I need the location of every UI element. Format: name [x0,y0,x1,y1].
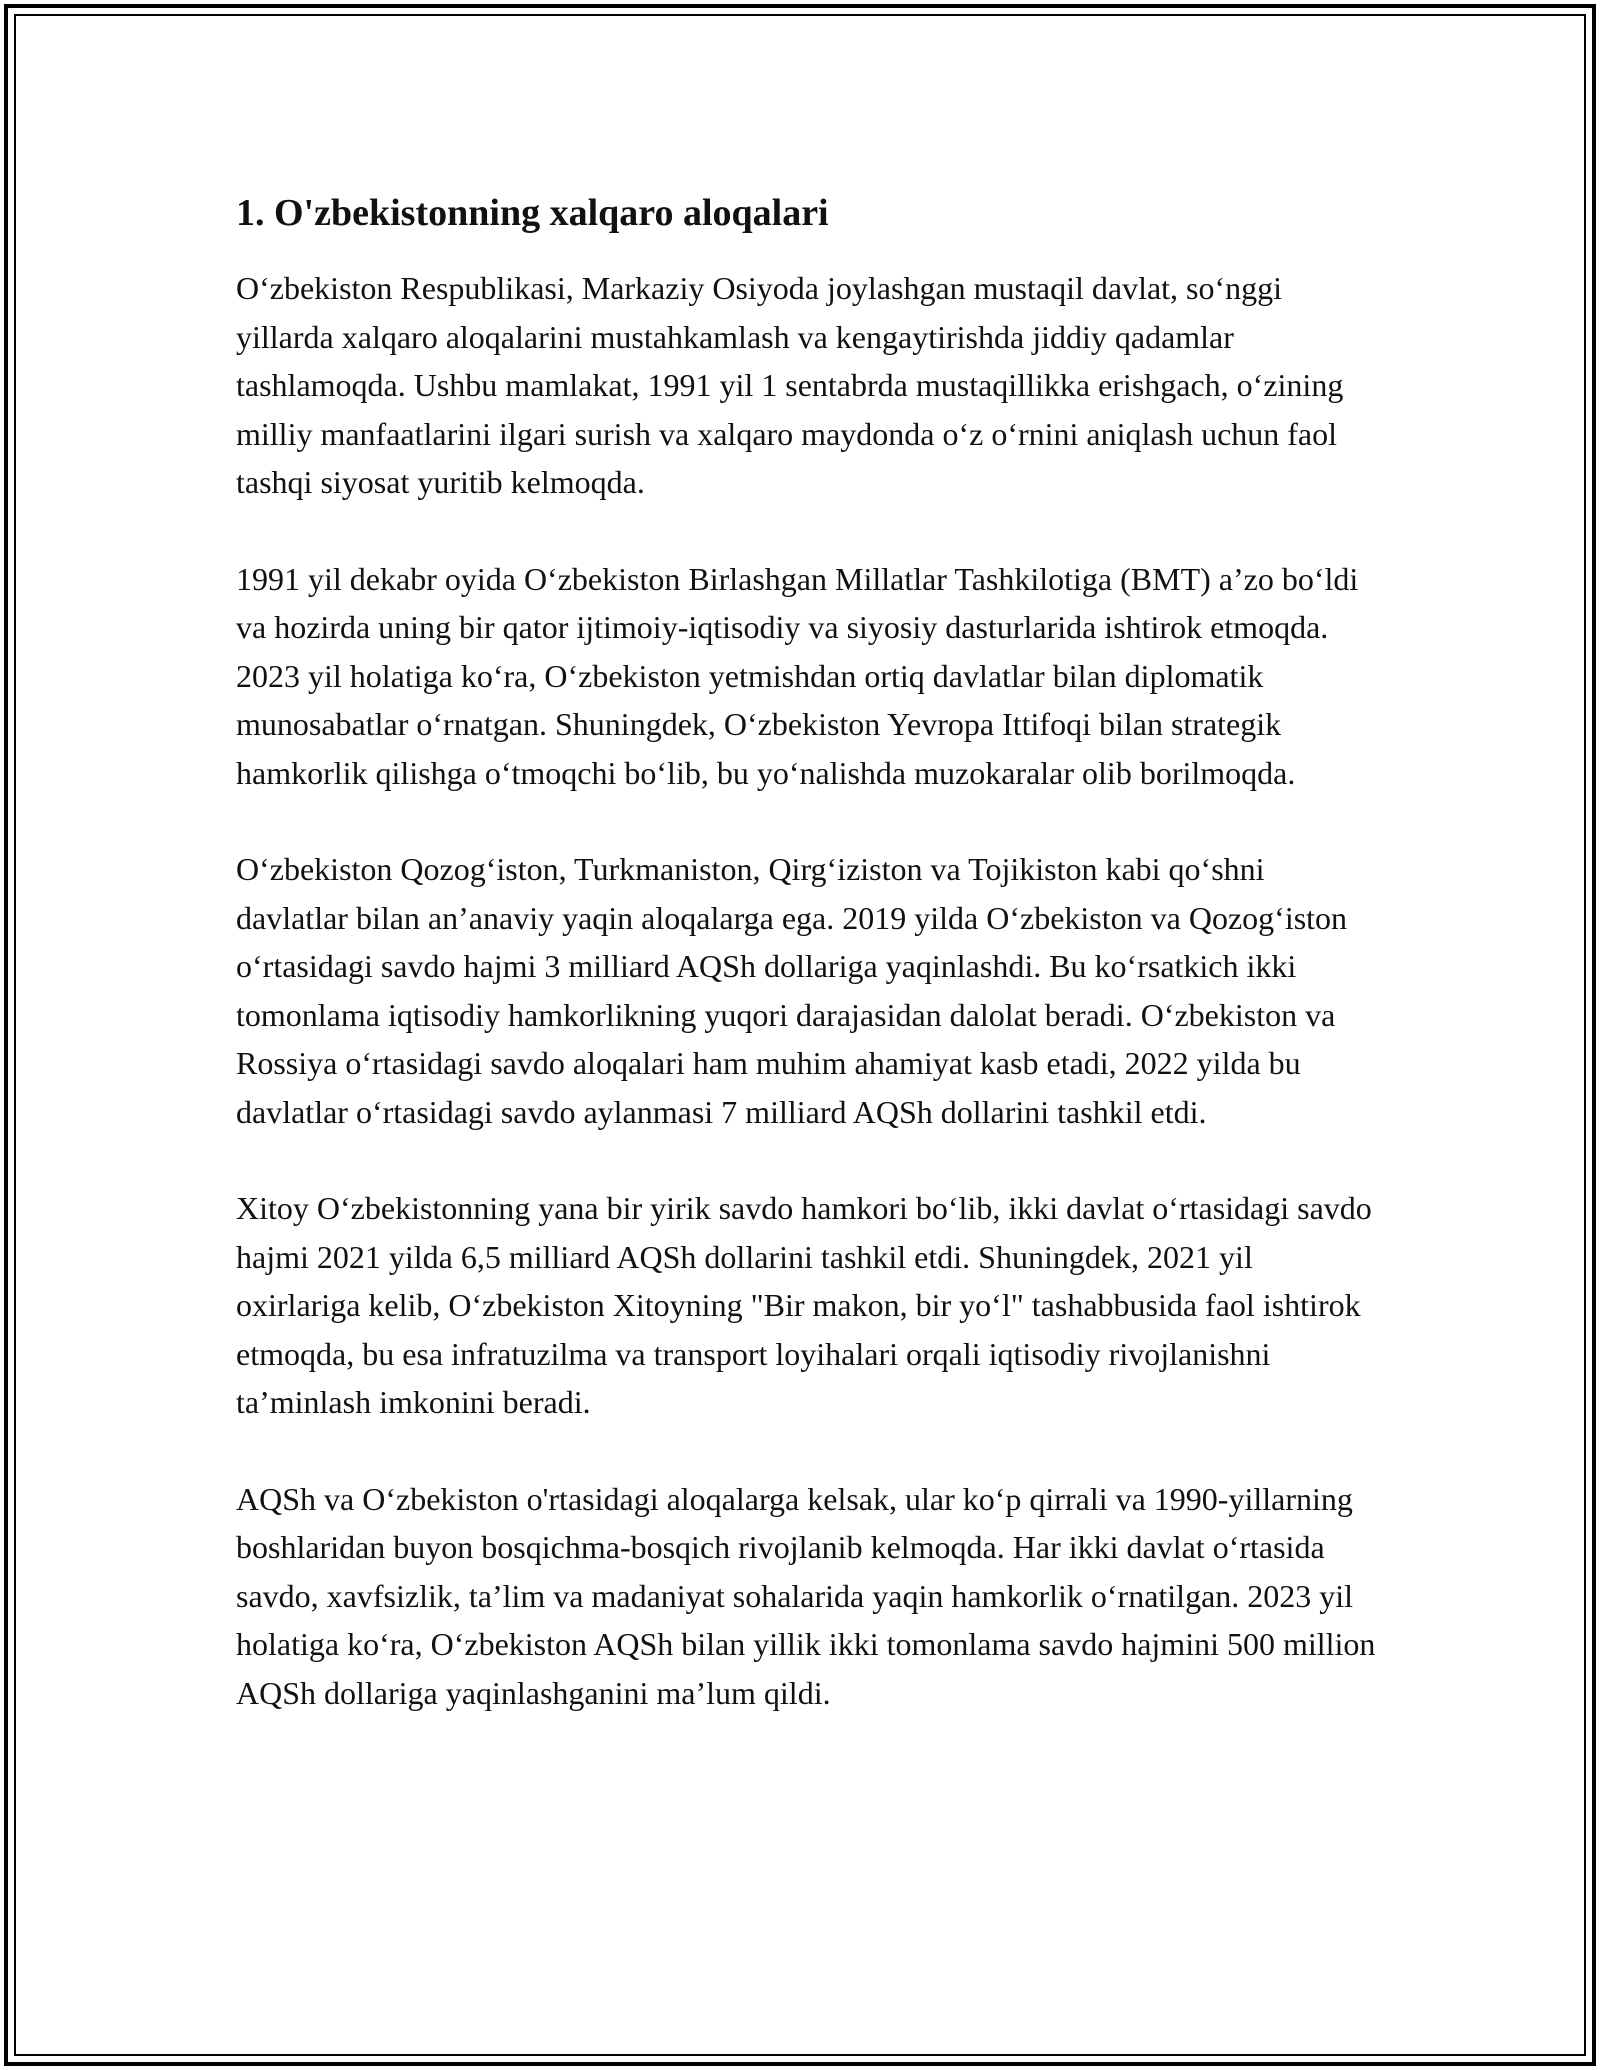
document-body [236,186,1376,1765]
paragraph-china-relations: Xitoy O‘zbekistonning yana bir yirik savdo hamkori bo‘lib, ikki davlat o‘rtasidagi savdo hajmi 2021 yilda 6,5 milliard AQSh dollarini tashkil etdi. Shuningdek, 2021 yil oxirlariga kelib, O‘zbekiston Xitoyning "Bir makon, bir yo‘l" tashabbusida faol ishtirok etmoqda, bu esa infratuzilma va transport loyihalari orqali iqtisodiy rivojlanishni ta’minlash imkonini beradi. [236,1190,1372,1420]
section-heading: 1. O'zbekistonning xalqaro aloqalari [236,192,829,234]
paragraph-usa-relations: AQSh va O‘zbekiston o'rtasidagi aloqalarga kelsak, ular ko‘p qirrali va 1990-yillarning boshlaridan buyon bosqichma-bosqich rivojlanib kelmoqda. Har ikki davlat o‘rtasida savdo, xavfsizlik, ta’lim va madaniyat sohalarida yaqin hamkorlik o‘rnatilgan. 2023 yil holatiga ko‘ra, O‘zbekiston AQSh bilan yillik ikki tomonlama savdo hajmini 500 million AQSh dollariga yaqinlashganini ma’lum qildi. [236,1480,1376,1711]
paragraph-neighbors-trade: O‘zbekiston Qozog‘iston, Turkmaniston, Qirg‘iziston va Tojikiston kabi qo‘shni davlatlar bilan an’anaviy yaqin aloqalarga ega. 2019 yilda O‘zbekiston va Qozog‘iston o‘rtasidagi savdo hajmi 3 milliard AQSh dollariga yaqinlashdi. Bu ko‘rsatkich ikki tomonlama iqtisodiy hamkorlikning yuqori darajasidan dalolat beradi. O‘zbekiston va Rossiya o‘rtasidagi savdo aloqalari ham muhim ahamiyat kasb etadi, 2022 yilda bu davlatlar o‘rtasidagi savdo aylanmasi 7 milliard AQSh dollarini tashkil etdi. [236,851,1348,1130]
paragraph-un-membership: 1991 yil dekabr oyida O‘zbekiston Birlashgan Millatlar Tashkilotiga (BMT) a’zo bo‘ldi va hozirda uning bir qator ijtimoiy-iqtisodiy va siyosiy dasturlarida ishtirok etmoqda. 2023 yil holatiga ko‘ra, O‘zbekiston yetmishdan ortiq davlatlar bilan diplomatik munosabatlar o‘rnatgan. Shuningdek, O‘zbekiston Yevropa Ittifoqi bilan strategik hamkorlik qilishga o‘tmoqchi bo‘lib, bu yo‘nalishda muzokaralar olib borilmoqda. [236,560,1359,791]
paragraph-independence: O‘zbekiston Respublikasi, Markaziy Osiyoda joylashgan mustaqil davlat, so‘nggi yillarda xalqaro aloqalarini mustahkamlash va kengaytirishda jiddiy qadamlar tashlamoqda. Ushbu mamlakat, 1991 yil 1 sentabrda mustaqillikka erishgach, o‘zining milliy manfaatlarini ilgari surish va xalqaro maydonda o‘z o‘rnini aniqlash uchun faol tashqi siyosat yuritib kelmoqda. [236,270,1344,500]
